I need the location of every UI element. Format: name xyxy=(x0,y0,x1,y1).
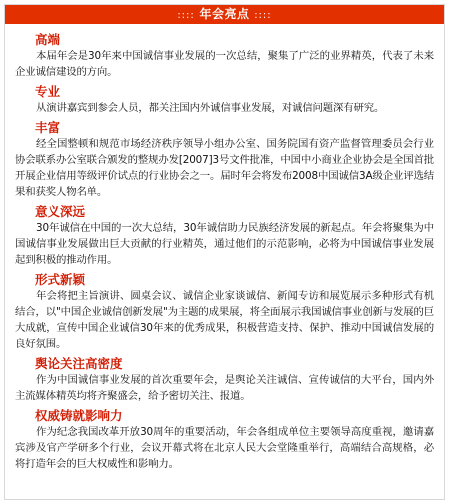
section-heading: 舆论关注高密度 xyxy=(35,356,123,371)
section-heading: 形式新颖 xyxy=(35,272,86,287)
title-left-dots: :::: xyxy=(177,10,195,21)
panel-title: 年会亮点 xyxy=(199,7,250,21)
section-heading: 专业 xyxy=(35,84,61,99)
section-high-end xyxy=(15,31,434,80)
section-heading: 权威铸就影响力 xyxy=(35,408,123,423)
section-body: 经全国整顿和规范市场经济秩序领导小组办公室、国务院国有资产监督管理委员会行业协会联系办公室联合颁发的整规办发[2007]3号文件批准，中国中小商业企业协会是全国首批开展企业信用等级评价试点的行业协会之一。届时年会将发布2008中国诚信3A级企业评选结果和获奖人物名单。 xyxy=(15,138,435,198)
title-right-dots: :::: xyxy=(254,10,272,21)
section-novel-format xyxy=(15,271,434,352)
section-heading: 高端 xyxy=(35,32,61,47)
section-rich xyxy=(15,119,434,200)
section-heading: 意义深远 xyxy=(35,204,86,219)
section-body: 作为中国诚信事业发展的首次重要年会，是舆论关注诚信、宣传诚信的大平台，国内外主流媒体精英均将齐聚盛会，给予密切关注、报道。 xyxy=(15,374,434,402)
section-body: 从演讲嘉宾到参会人员，都关注国内外诚信事业发展，对诚信问题深有研究。 xyxy=(36,102,385,114)
highlights-panel xyxy=(4,4,445,500)
panel-title-bar xyxy=(5,5,444,24)
section-authority xyxy=(15,407,434,472)
section-body: 30年诚信在中国的一次大总结，30年诚信助力民族经济发展的新起点。年会将聚集为中国诚信事业发展做出巨大贡献的行业精英，通过他们的示范影响，必将为中国诚信事业发展起到积极的推动作用。 xyxy=(15,222,434,266)
highlights-content xyxy=(5,24,444,472)
section-media-attention xyxy=(15,355,434,404)
section-body: 作为纪念我国改革开放30周年的重要活动，年会各组成单位主要领导高度重视，邀请嘉宾涉及官产学研多个行业，会议开幕式将在北京人民大会堂隆重举行，高端结合高规格，必将打造年会的巨大权威性和影响力。 xyxy=(15,426,434,470)
section-heading: 丰富 xyxy=(35,120,61,135)
section-significance xyxy=(15,203,434,268)
section-professional xyxy=(15,83,434,116)
section-body: 年会将把主旨演讲、圆桌会议、诚信企业家谈诚信、新闻专访和展览展示多种形式有机结合，以"中国企业诚信创新发展"为主题的成果展，将全面展示我国诚信事业创新与发展的巨大成就，宣传中国企业诚信30年来的优秀成果，积极营造支持、保护、推动中国诚信发展的良好氛围。 xyxy=(15,290,434,350)
section-body: 本届年会是30年来中国诚信事业发展的一次总结，聚集了广泛的业界精英，代表了未来企业诚信建设的方向。 xyxy=(15,50,434,78)
